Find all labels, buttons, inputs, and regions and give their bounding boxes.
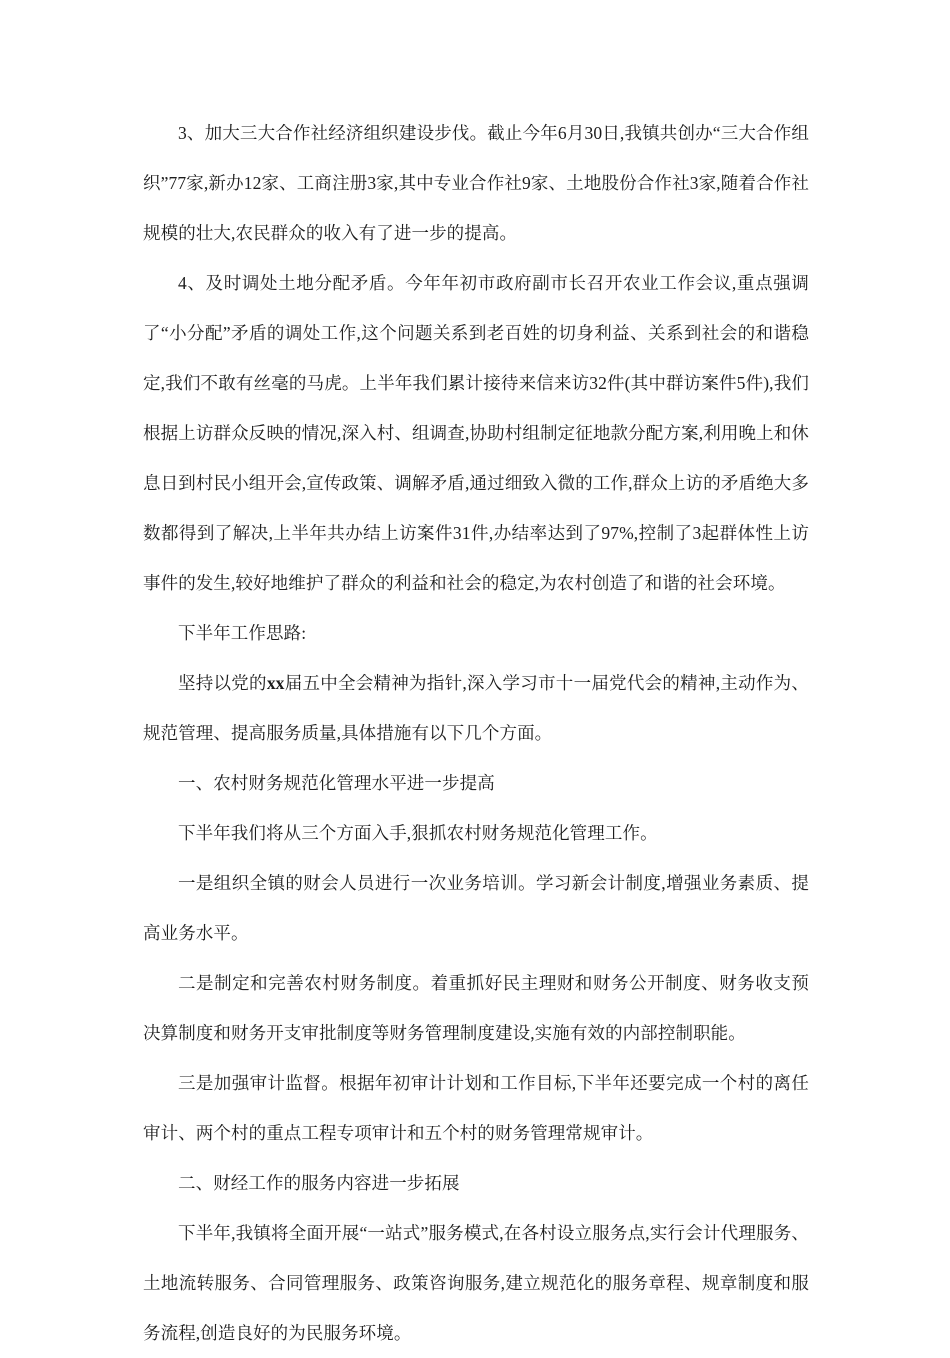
document-text-body	[143, 108, 809, 1358]
paragraph-item-4-land-disputes: 4、及时调处土地分配矛盾。今年年初市政府副市长召开农业工作会议,重点强调了“小分配”矛盾的调处工作,这个问题关系到老百姓的切身利益、关系到社会的和谐稳定,我们不敢有丝毫的马虎。上半年我们累计接待来信来访32件(其中群访案件5件),我们根据上访群众反映的情况,深入村、组调查,协助村组制定征地款分配方案,利用晚上和休息日到村民小组开会,宣传政策、调解矛盾,通过细致入微的工作,群众上访的矛盾绝大多数都得到了解决,上半年共办结上访案件31件,办结率达到了97%,控制了3起群体性上访事件的发生,较好地维护了群众的利益和社会的稳定,为农村创造了和谐的社会环境。	[143, 273, 809, 593]
paragraph-section-heading-2: 二、财经工作的服务内容进一步拓展	[178, 1173, 460, 1193]
guiding-principle-text-after: 届五中全会精神为指针,深入学习市十一届党代会的精神,主动作为、规范管理、提高服务质量,具体措施有以下几个方面。	[143, 673, 809, 743]
paragraph-section-1-point-1-training: 一是组织全镇的财会人员进行一次业务培训。学习新会计制度,增强业务素质、提高业务水平。	[143, 873, 809, 943]
paragraph-guiding-principle	[143, 658, 809, 758]
guiding-principle-plenum-number: xx	[266, 673, 285, 693]
paragraph-section-1-point-3-audit: 三是加强审计监督。根据年初审计计划和工作目标,下半年还要完成一个村的离任审计、两个村的重点工程专项审计和五个村的财务管理常规审计。	[143, 1073, 809, 1143]
paragraph-section-heading-1: 一、农村财务规范化管理水平进一步提高	[178, 773, 495, 793]
paragraph-section-1-intro: 下半年我们将从三个方面入手,狠抓农村财务规范化管理工作。	[178, 823, 658, 843]
paragraph-item-3-cooperatives: 3、加大三大合作社经济组织建设步伐。截止今年6月30日,我镇共创办“三大合作组织”77家,新办12家、工商注册3家,其中专业合作社9家、土地股份合作社3家,随着合作社规模的壮大,农民群众的收入有了进一步的提高。	[143, 123, 809, 243]
paragraph-second-half-plan-title: 下半年工作思路:	[178, 623, 307, 643]
paragraph-section-2-body-one-stop-service: 下半年,我镇将全面开展“一站式”服务模式,在各村设立服务点,实行会计代理服务、土地流转服务、合同管理服务、政策咨询服务,建立规范化的服务章程、规章制度和服务流程,创造良好的为民服务环境。	[143, 1223, 809, 1343]
guiding-principle-text-before: 坚持以党的	[178, 673, 267, 693]
paragraph-section-1-point-2-system: 二是制定和完善农村财务制度。着重抓好民主理财和财务公开制度、财务收支预决算制度和财务开支审批制度等财务管理制度建设,实施有效的内部控制职能。	[143, 973, 809, 1043]
